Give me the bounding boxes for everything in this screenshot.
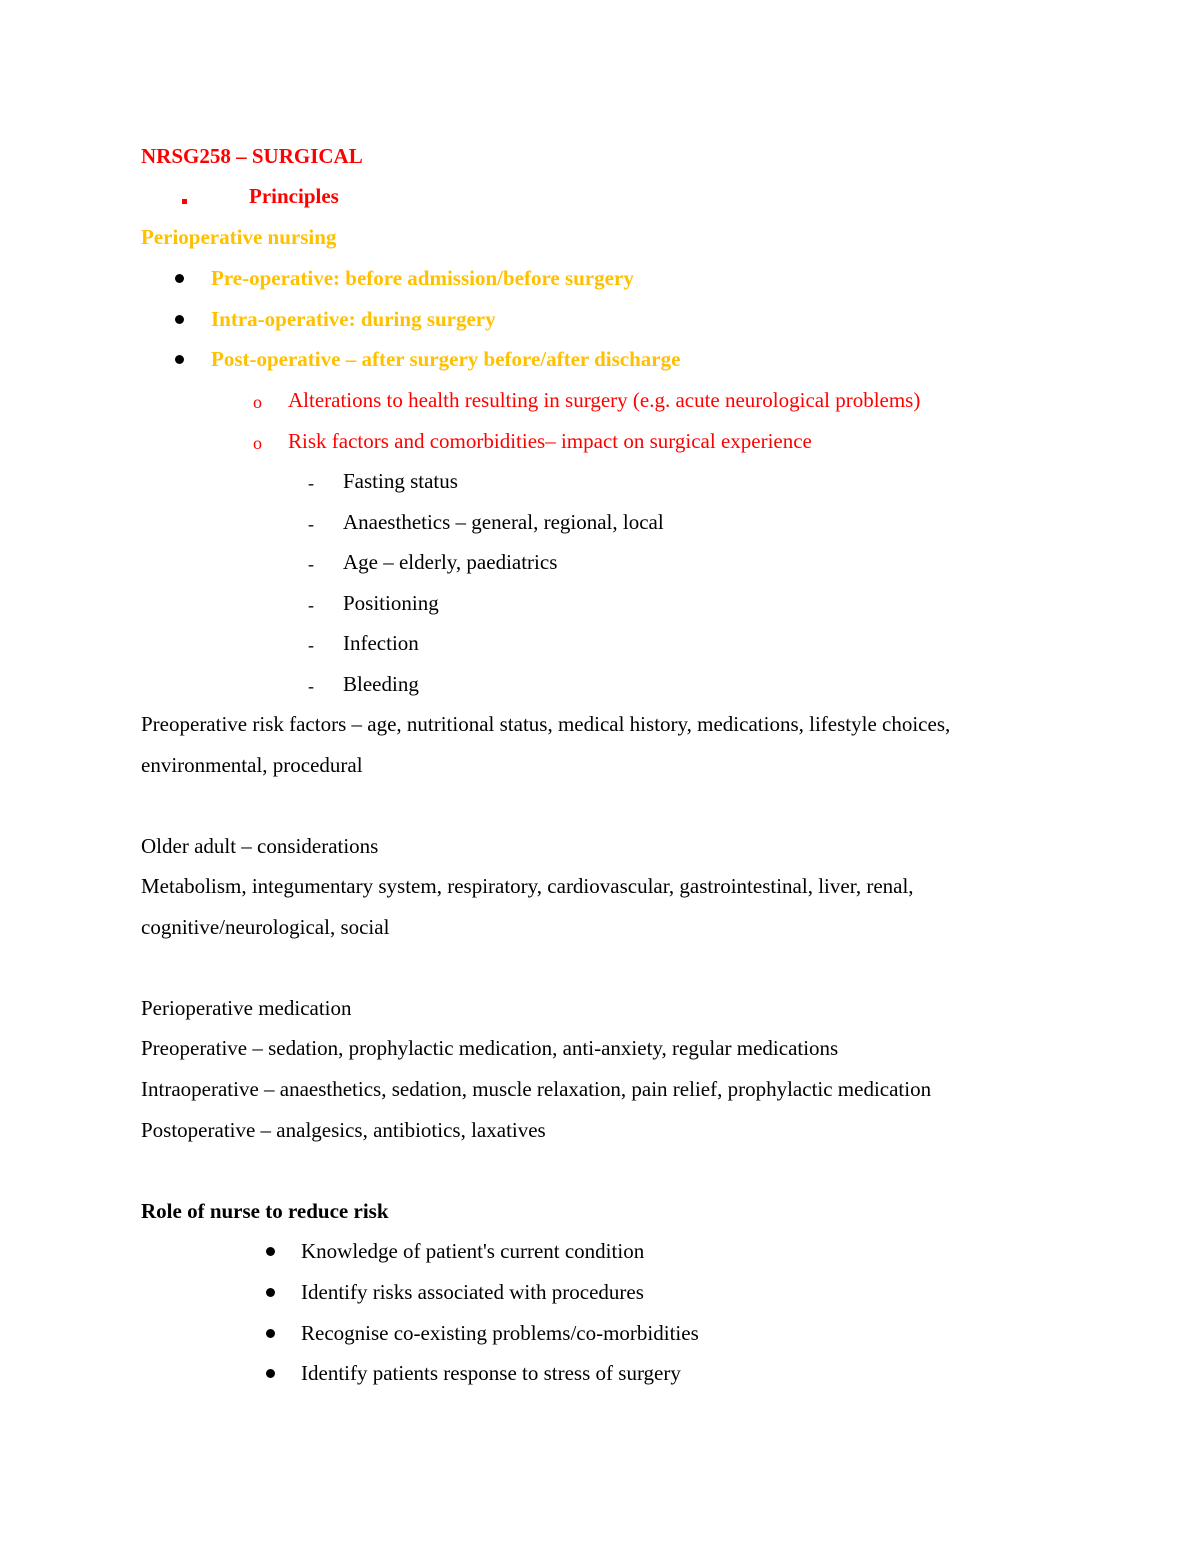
- circle-bullet-icon: o: [253, 392, 262, 412]
- medication-line: Postoperative – analgesics, antibiotics, laxatives: [141, 1118, 546, 1142]
- bullet-icon: [266, 1247, 275, 1256]
- dash-bullet-icon: -: [308, 595, 314, 615]
- older-adult-paragraph-cont: cognitive/neurological, social: [141, 915, 390, 939]
- role-heading: Role of nurse to reduce risk: [141, 1199, 389, 1223]
- phase-item: Intra-operative: during surgery: [211, 307, 496, 331]
- dash-bullet-icon: -: [308, 514, 314, 534]
- role-item: Identify patients response to stress of surgery: [301, 1361, 681, 1385]
- medication-line: Preoperative – sedation, prophylactic medication, anti-anxiety, regular medications: [141, 1036, 839, 1060]
- bullet-icon: [175, 274, 184, 283]
- risk-item: Age – elderly, paediatrics: [343, 550, 558, 574]
- principles-heading: Principles: [249, 184, 339, 208]
- risk-item: Bleeding: [343, 672, 419, 696]
- square-bullet-icon: [182, 199, 187, 204]
- document-title: NRSG258 – SURGICAL: [141, 144, 363, 168]
- sub-point: Alterations to health resulting in surgery (e.g. acute neurological problems): [288, 388, 921, 412]
- dash-bullet-icon: -: [308, 635, 314, 655]
- preop-risk-paragraph: Preoperative risk factors – age, nutritional status, medical history, medications, lifestyle choices,: [141, 712, 951, 736]
- older-adult-heading: Older adult – considerations: [141, 834, 379, 858]
- risk-item: Infection: [343, 631, 419, 655]
- risk-item: Anaesthetics – general, regional, local: [343, 510, 664, 534]
- phase-item: Pre-operative: before admission/before surgery: [211, 266, 634, 290]
- bullet-icon: [175, 315, 184, 324]
- bullet-icon: [266, 1329, 275, 1338]
- role-item: Identify risks associated with procedures: [301, 1280, 644, 1304]
- bullet-icon: [266, 1369, 275, 1378]
- medication-line: Intraoperative – anaesthetics, sedation, muscle relaxation, pain relief, prophylactic medication: [141, 1077, 932, 1101]
- phase-item: Post-operative – after surgery before/after discharge: [211, 347, 681, 371]
- bullet-icon: [266, 1288, 275, 1297]
- risk-item: Fasting status: [343, 469, 458, 493]
- medication-heading: Perioperative medication: [141, 996, 352, 1020]
- dash-bullet-icon: -: [308, 676, 314, 696]
- risk-item: Positioning: [343, 591, 439, 615]
- role-item: Recognise co-existing problems/co-morbidities: [301, 1321, 699, 1345]
- circle-bullet-icon: o: [253, 433, 262, 453]
- dash-bullet-icon: -: [308, 473, 314, 493]
- dash-bullet-icon: -: [308, 554, 314, 574]
- older-adult-paragraph: Metabolism, integumentary system, respiratory, cardiovascular, gastrointestinal, liver, renal,: [141, 874, 914, 898]
- sub-point: Risk factors and comorbidities– impact on surgical experience: [288, 429, 812, 453]
- bullet-icon: [175, 355, 184, 364]
- preop-risk-paragraph-cont: environmental, procedural: [141, 753, 363, 777]
- role-item: Knowledge of patient's current condition: [301, 1239, 645, 1263]
- perioperative-heading: Perioperative nursing: [141, 225, 337, 249]
